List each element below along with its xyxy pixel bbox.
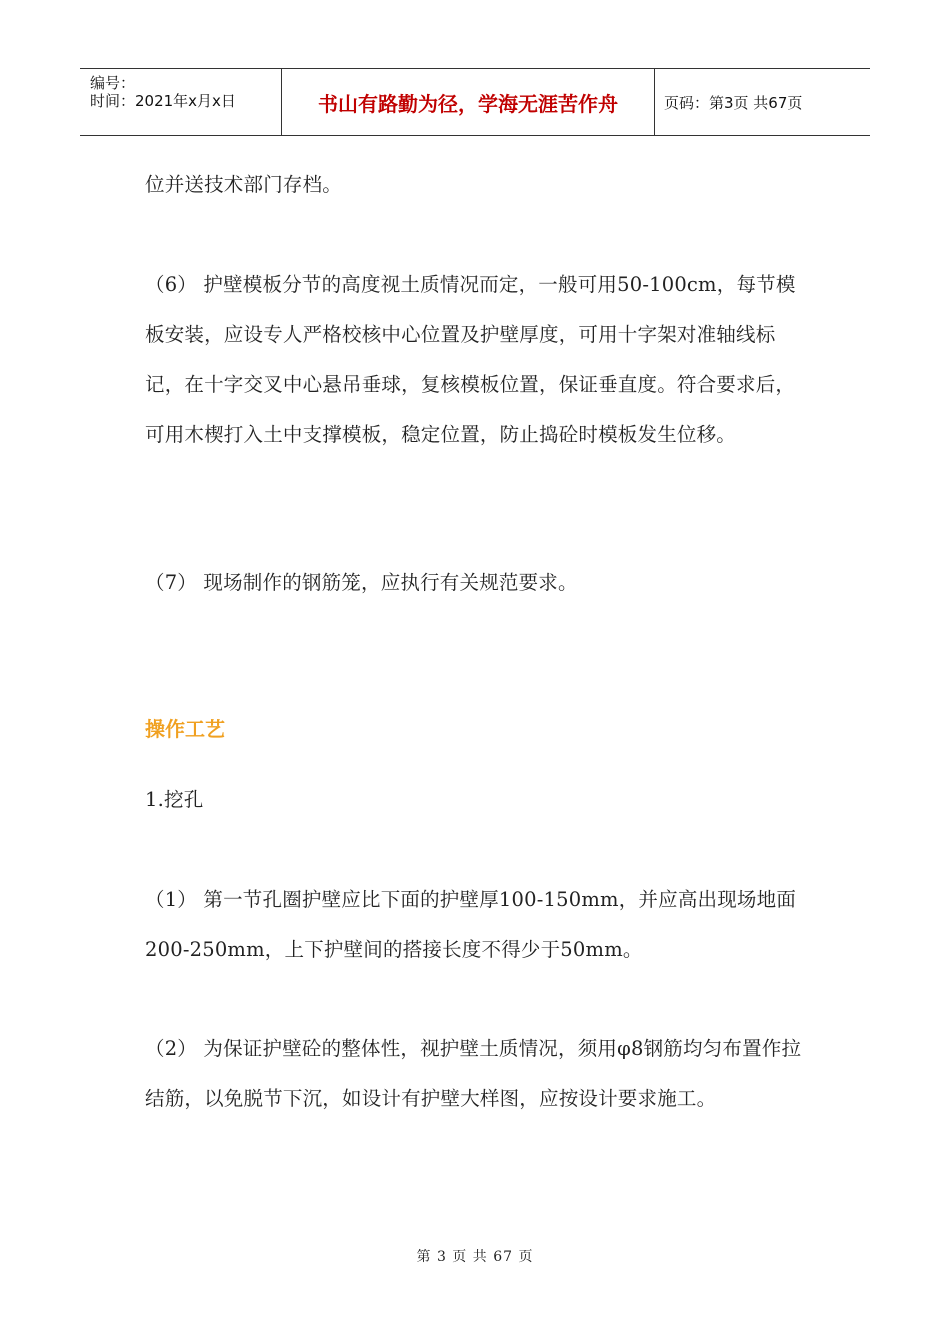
header-page-info: 页码：第3页 共67页	[664, 93, 803, 112]
page-footer: 第 3 页 共 67 页	[416, 1249, 534, 1265]
document-header	[80, 68, 870, 136]
subsection-title: 1.挖孔	[145, 788, 204, 811]
paragraph-continuation: 位并送技术部门存档。	[145, 173, 343, 196]
paragraph-item-7: （7） 现场制作的钢筋笼，应执行有关规范要求。	[145, 571, 578, 594]
header-motto: 书山有路勤为径，学海无涯苦作舟	[282, 69, 655, 135]
document-date-label: 时间：2021年x月x日	[90, 92, 236, 110]
paragraph-item-6: （6） 护壁模板分节的高度视土质情况而定，一般可用50-100cm，每节模板安装，应设专人严格校核中心位置及护壁厚度，可用十字架对准轴线标记，在十字交叉中心悬吊垂球，复核模板位置，保证垂直度。符合要求后，可用木楔打入土中支撑模板，稳定位置，防止捣砼时模板发生位移。	[145, 273, 796, 446]
document-number-label: 编号：	[90, 74, 136, 92]
paragraph-dig-item-2: （2） 为保证护壁砼的整体性，视护壁土质情况，须用φ8钢筋均匀布置作拉结筋，以免脱节下沉，如设计有护壁大样图，应按设计要求施工。	[145, 1037, 802, 1110]
paragraph-dig-item-1: （1） 第一节孔圈护壁应比下面的护壁厚100-150mm，并应高出现场地面200-250mm，上下护壁间的搭接长度不得少于50mm。	[145, 888, 797, 961]
header-meta-cell	[80, 69, 282, 135]
section-title: 操作工艺	[145, 717, 225, 741]
